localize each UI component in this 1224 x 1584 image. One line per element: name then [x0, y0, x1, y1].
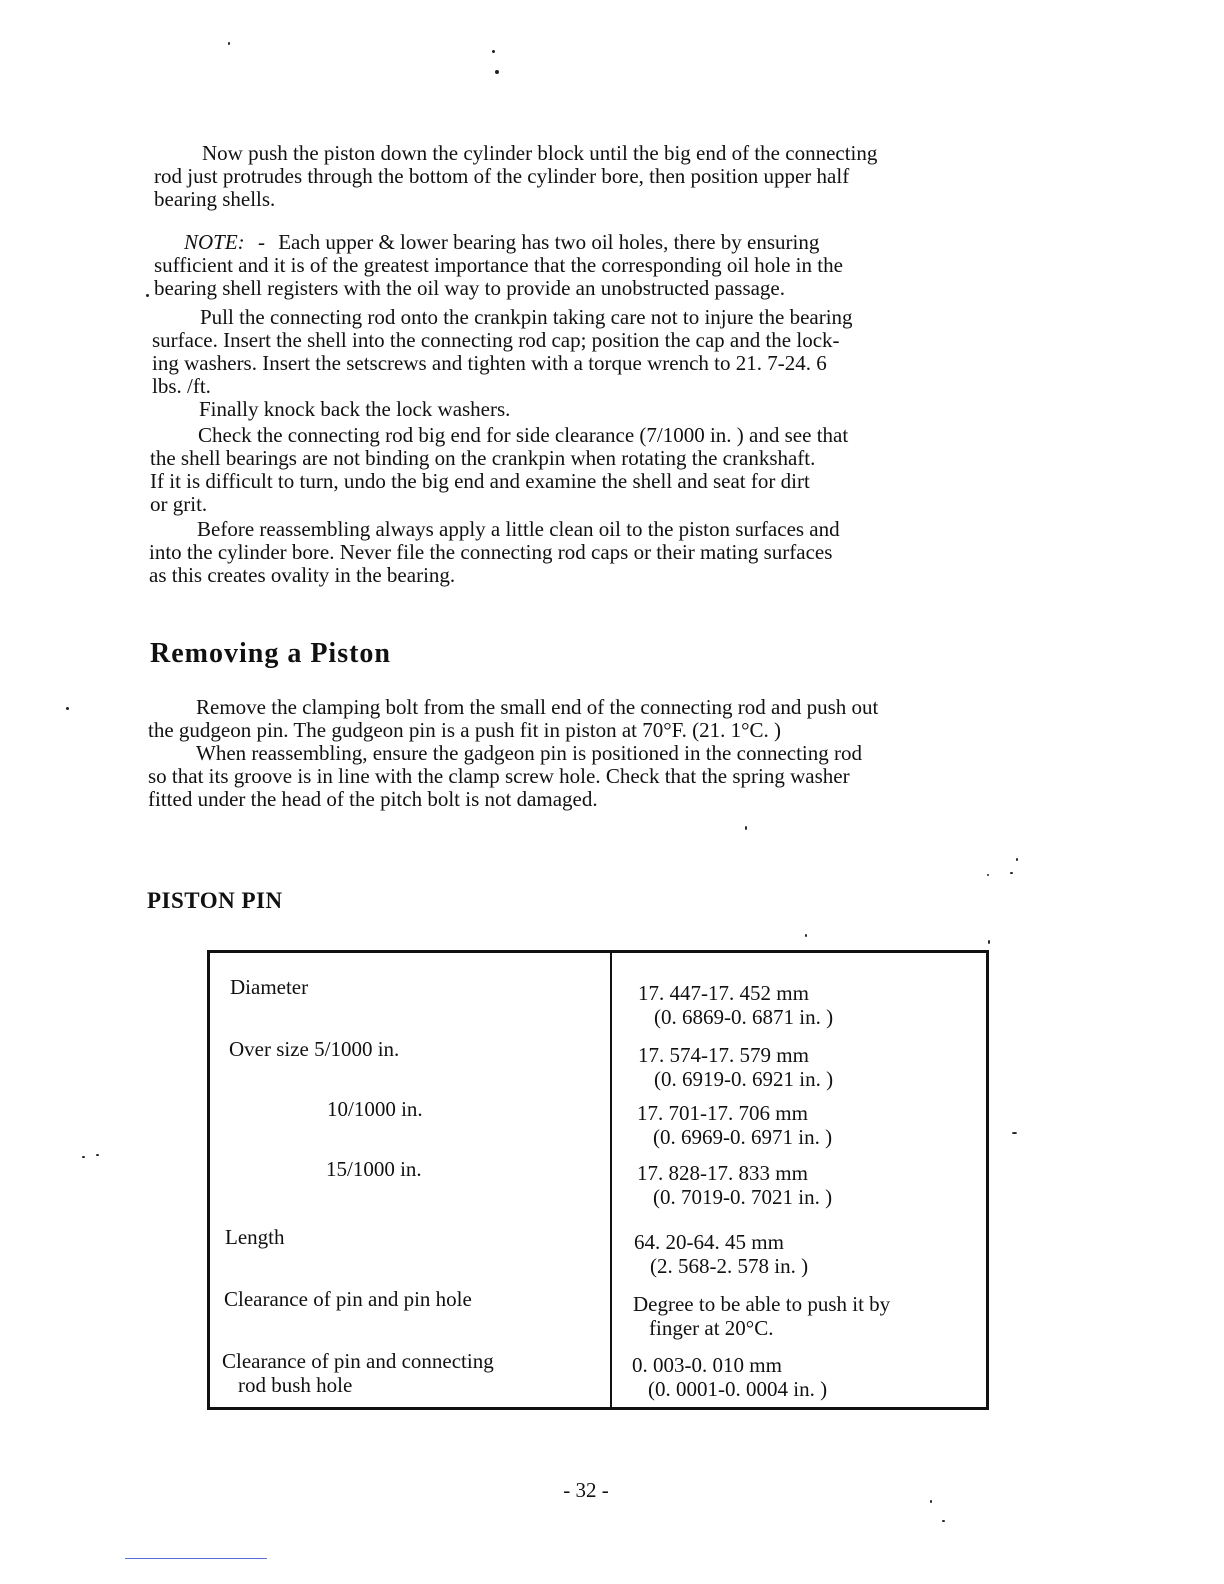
table-label-diameter: Diameter — [230, 975, 309, 999]
piston-pin-spec-table — [207, 950, 989, 1410]
table-value-clearance-rod-bush: 0. 003-0. 010 mm (0. 0001-0. 0004 in. ) — [632, 1353, 828, 1401]
paragraph-lock-washers — [151, 398, 510, 421]
paragraph-reassembling-oil — [149, 518, 840, 587]
text-line: If it is difficult to turn, undo the big end and examine the shell and seat for dirt — [150, 469, 810, 493]
paragraph-remove-bolt — [148, 696, 878, 742]
table-value-clearance-pin-hole: Degree to be able to push it by finger at 20°C. — [633, 1292, 891, 1340]
text-line: rod just protrudes through the bottom of the cylinder bore, then position upper half — [154, 164, 850, 188]
scan-speck — [228, 42, 230, 45]
scan-speck — [745, 826, 747, 830]
paragraph-reassembling-pin — [148, 742, 862, 811]
scan-speck — [66, 707, 69, 710]
scan-speck — [1012, 1132, 1017, 1134]
text-line: Before reassembling always apply a little clean oil to the piston surfaces and — [197, 517, 840, 541]
text-line: as this creates ovality in the bearing. — [149, 563, 456, 587]
footer-rule — [125, 1558, 267, 1559]
scan-speck — [492, 50, 495, 53]
text-line: surface. Insert the shell into the connecting rod cap; position the cap and the lock- — [152, 328, 840, 352]
note-label: NOTE: — [184, 230, 245, 254]
paragraph-side-clearance — [150, 424, 848, 516]
scan-speck — [942, 1520, 945, 1522]
text-line: When reassembling, ensure the gadgeon pin is positioned in the connecting rod — [196, 741, 863, 765]
table-column-divider — [610, 953, 612, 1407]
text-line: bearing shell registers with the oil way to provide an unobstructed passage. — [154, 276, 786, 300]
text-line: Finally knock back the lock washers. — [199, 397, 511, 421]
table-label-oversize-15: 15/1000 in. — [326, 1157, 422, 1181]
text-line: Check the connecting rod big end for side clearance (7/1000 in. ) and see that — [198, 423, 849, 447]
scan-speck — [988, 940, 990, 944]
note-paragraph — [154, 231, 843, 300]
text-line: the shell bearings are not binding on the crankpin when rotating the crankshaft. — [150, 446, 816, 470]
page-number: - 32 - — [563, 1478, 609, 1502]
section-heading-piston-pin: PISTON PIN — [147, 888, 283, 913]
scan-speck — [82, 1156, 85, 1158]
table-value-diameter: 17. 447-17. 452 mm (0. 6869-0. 6871 in. ) — [638, 981, 834, 1029]
note-dash: - — [257, 230, 265, 254]
scan-speck — [495, 70, 499, 74]
scan-speck — [96, 1154, 99, 1156]
text-line: or grit. — [150, 492, 208, 516]
text-line: Each upper & lower bearing has two oil holes, there by ensuring — [278, 230, 820, 254]
table-label-oversize-5: Over size 5/1000 in. — [229, 1037, 400, 1061]
text-line: the gudgeon pin. The gudgeon pin is a push fit in piston at 70°F. (21. 1°C. ) — [148, 718, 782, 742]
text-line: bearing shells. — [154, 187, 276, 211]
paragraph-position-bearings — [154, 142, 877, 211]
scan-speck — [987, 874, 989, 876]
table-value-oversize-15: 17. 828-17. 833 mm (0. 7019-0. 7021 in. ) — [637, 1161, 833, 1209]
scan-speck — [1016, 858, 1018, 861]
paragraph-pull-rod — [152, 306, 853, 398]
section-heading-removing-piston: Removing a Piston — [150, 638, 391, 669]
table-value-oversize-10: 17. 701-17. 706 mm (0. 6969-0. 6971 in. ) — [637, 1101, 833, 1149]
table-label-oversize-10: 10/1000 in. — [327, 1097, 423, 1121]
text-line: ing washers. Insert the setscrews and tighten with a torque wrench to 21. 7-24. 6 — [152, 351, 827, 375]
text-line: Remove the clamping bolt from the small end of the connecting rod and push out — [196, 695, 879, 719]
table-value-oversize-5: 17. 574-17. 579 mm (0. 6919-0. 6921 in. ) — [638, 1043, 834, 1091]
text-line: into the cylinder bore. Never file the connecting rod caps or their mating surfaces — [149, 540, 833, 564]
scan-speck — [146, 294, 149, 297]
text-line: lbs. /ft. — [152, 374, 211, 398]
table-label-clearance-pin-hole: Clearance of pin and pin hole — [224, 1287, 472, 1311]
text-line: Pull the connecting rod onto the crankpin taking care not to injure the bearing — [200, 305, 853, 329]
scan-speck — [930, 1500, 932, 1503]
text-line: sufficient and it is of the greatest importance that the corresponding oil hole in the — [154, 253, 843, 277]
text-line: fitted under the head of the pitch bolt is not damaged. — [148, 787, 598, 811]
table-value-length: 64. 20-64. 45 mm (2. 568-2. 578 in. ) — [634, 1230, 809, 1278]
text-line: so that its groove is in line with the clamp screw hole. Check that the spring washer — [148, 764, 850, 788]
table-label-length: Length — [225, 1225, 285, 1249]
table-label-clearance-rod-bush: Clearance of pin and connecting rod bush hole — [222, 1349, 494, 1397]
scan-speck — [805, 934, 807, 937]
text-line: Now push the piston down the cylinder block until the big end of the connecting — [202, 141, 878, 165]
scan-speck — [1010, 872, 1013, 874]
